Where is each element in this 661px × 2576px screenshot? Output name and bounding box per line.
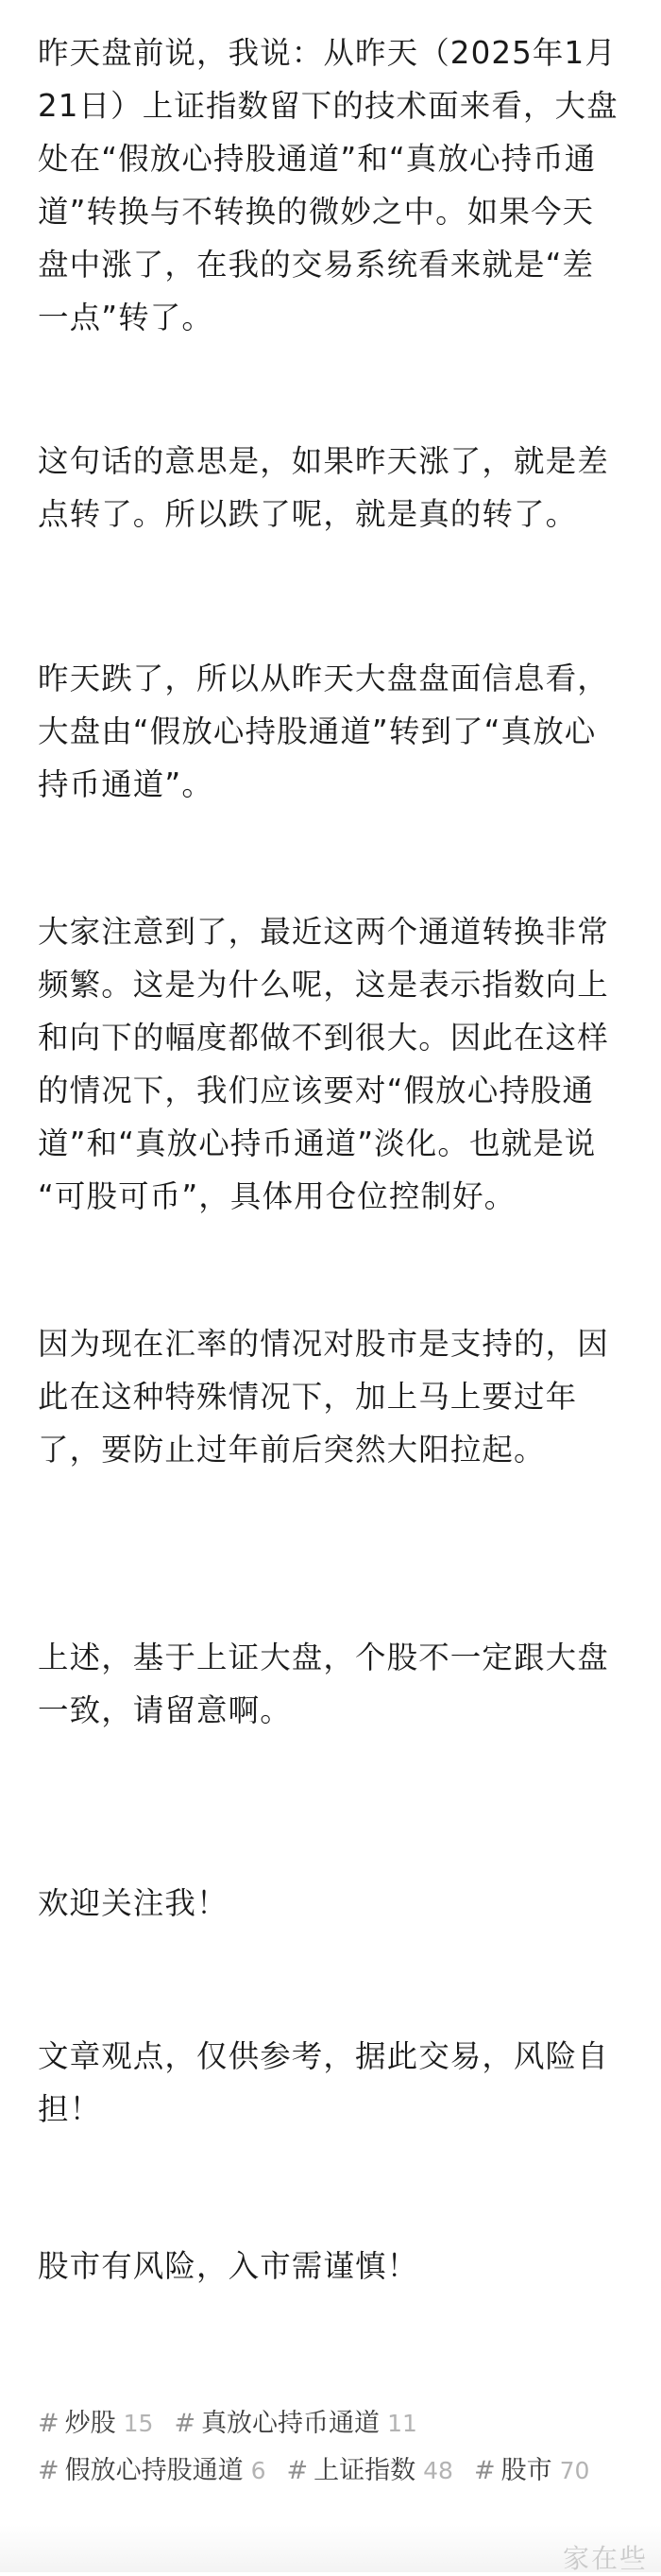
tag-row-2 [38, 2447, 642, 2495]
hash-icon: # [286, 2456, 309, 2485]
paragraph-6: 上述，基于上证大盘，个股不一定跟大盘 一致，请留意啊。 [38, 1640, 609, 1728]
paragraph-2: 这句话的意思是，如果昨天涨了，就是差 点转了。所以跌了呢，就是真的转了。 [38, 443, 609, 532]
topic-tags [38, 2400, 642, 2495]
tag-count: 11 [387, 2410, 417, 2437]
hash-icon: # [473, 2456, 496, 2485]
tag-row-1 [38, 2400, 642, 2447]
tag-gushi[interactable] [474, 2447, 589, 2495]
tag-label: 假放心持股通道 [64, 2456, 244, 2485]
paragraph-8: 文章观点，仅供参考，据此交易，风险自 担！ [38, 2038, 609, 2127]
tag-count: 6 [250, 2457, 266, 2484]
paragraph-7: 欢迎关注我！ [38, 1885, 229, 1921]
paragraph-3: 昨天跌了，所以从昨天大盘盘面信息看， 大盘由“假放心持股通道”转到了“真放心 持币通道”。 [38, 661, 609, 802]
paragraph-9: 股市有风险，入市需谨慎！ [38, 2248, 419, 2284]
hash-icon: # [174, 2409, 196, 2438]
tag-zhen-fangxin-chibi[interactable] [174, 2400, 416, 2447]
tag-count: 48 [423, 2457, 453, 2484]
tag-chaogu[interactable] [38, 2400, 153, 2447]
hash-icon: # [38, 2409, 59, 2438]
paragraph-5: 因为现在汇率的情况对股市是支持的，因 此在这种特殊情况下，加上马上要过年 了，要防止过年前后突然大阳拉起。 [38, 1326, 609, 1468]
tag-label: 炒股 [64, 2409, 116, 2438]
tag-count: 70 [559, 2457, 590, 2484]
tag-shangzheng-zhishu[interactable] [287, 2447, 453, 2495]
paragraph-1: 昨天盘前说，我说：从昨天（2025年1月 21日）上证指数留下的技术面来看，大盘 处在“假放心持股通道”和“真放心持币通 道”转换与不转换的微妙之中。如果今天 盘中涨了，在我的交易系统看来就是“差 一点”转了。 [38, 35, 619, 335]
tag-count: 15 [123, 2410, 154, 2437]
tag-jia-fangxin-chigu[interactable] [38, 2447, 266, 2495]
hash-icon: # [38, 2456, 59, 2485]
tag-label: 真放心持币通道 [201, 2409, 381, 2438]
tag-label: 上证指数 [314, 2456, 416, 2485]
tag-label: 股市 [500, 2456, 552, 2485]
watermark-logo: 家在些 [562, 2543, 648, 2574]
paragraph-4: 大家注意到了，最近这两个通道转换非常 频繁。这是为什么呢，这是表示指数向上 和向下的幅度都做不到很大。因此在这样 的情况下，我们应该要对“假放心持股通 道”和“真放心持币通道”淡化。也就是说 “可股可币”，具体用仓位控制好。 [38, 914, 609, 1214]
